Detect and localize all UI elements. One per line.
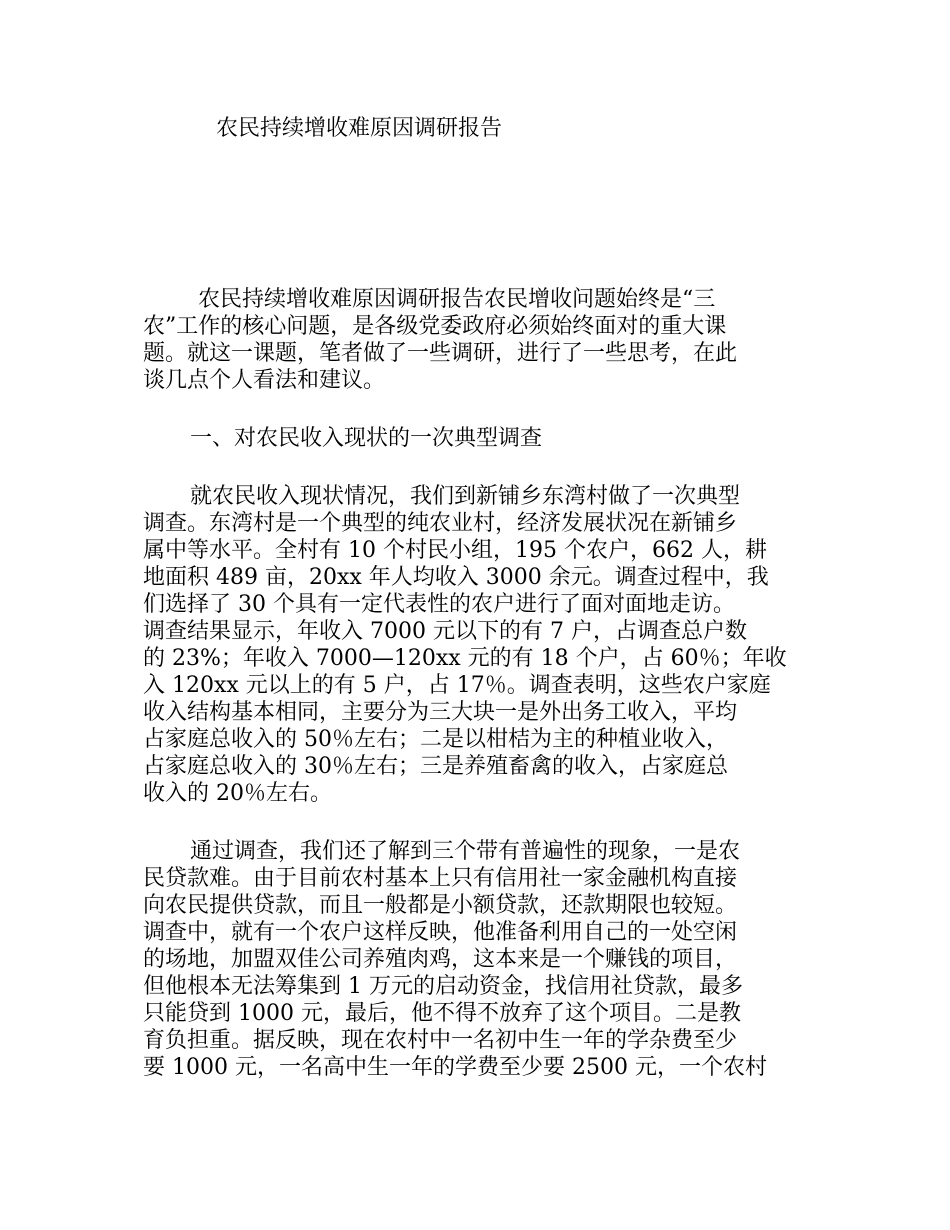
paragraph-line: 民贷款难。由于目前农村基本上只有信用社一家金融机构直接	[143, 866, 738, 891]
paragraph-line: 要 1000 元，一名高中生一年的学费至少要 2500 元，一个农村	[143, 1055, 767, 1080]
paragraph-line: 就农民收入现状情况，我们到新铺乡东湾村做了一次典型	[190, 484, 741, 509]
paragraph-line: 调查结果显示，年收入 7000 元以下的有 7 户，占调查总户数	[143, 619, 747, 644]
paragraph-line: 占家庭总收入的 50％左右；二是以柑桔为主的种植业收入，	[143, 727, 728, 752]
paragraph-line: 地面积 489 亩，20xx 年人均收入 3000 余元。调查过程中，我	[143, 565, 769, 590]
intro-line: 农”工作的核心问题，是各级党委政府必须始终面对的重大课	[143, 314, 727, 339]
paragraph-line: 调查。东湾村是一个典型的纯农业村，经济发展状况在新铺乡	[143, 511, 738, 536]
paragraph-line: 入 120xx 元以上的有 5 户，占 17％。调查表明，这些农户家庭	[143, 673, 771, 698]
paragraph-line: 育负担重。据反映，现在农村中一名初中生一年的学杂费至少	[143, 1028, 738, 1053]
paragraph-line: 调查中，就有一个农户这样反映，他准备利用自己的一处空闲	[143, 920, 738, 945]
paragraph-line: 通过调查，我们还了解到三个带有普遍性的现象，一是农	[190, 839, 741, 864]
paragraph-line: 只能贷到 1000 元，最后，他不得不放弃了这个项目。二是教	[143, 1001, 741, 1026]
paragraph-line: 收入结构基本相同，主要分为三大块一是外出务工收入，平均	[143, 700, 738, 725]
document-title: 农民持续增收难原因调研报告	[216, 116, 503, 141]
paragraph-line: 收入的 20％左右。	[143, 781, 332, 806]
paragraph-line: 属中等水平。全村有 10 个村民小组，195 个农户，662 人，耕	[143, 538, 767, 563]
paragraph-line: 们选择了 30 个具有一定代表性的农户进行了面对面地走访。	[143, 592, 735, 617]
intro-line: 谈几点个人看法和建议。	[143, 368, 386, 393]
section-heading: 一、对农民收入现状的一次典型调查	[190, 426, 543, 451]
paragraph-line: 向农民提供贷款，而且一般都是小额贷款，还款期限也较短。	[143, 893, 738, 918]
paragraph-line: 的 23%；年收入 7000—120xx 元的有 18 个户，占 60％；年收	[143, 646, 787, 671]
paragraph-line: 但他根本无法筹集到 1 万元的启动资金，找信用社贷款，最多	[143, 974, 743, 999]
paragraph-line: 的场地，加盟双佳公司养殖肉鸡，这本来是一个赚钱的项目，	[143, 947, 738, 972]
paragraph-line: 占家庭总收入的 30％左右；三是养殖畜禽的收入，占家庭总	[143, 754, 728, 779]
intro-line: 农民持续增收难原因调研报告农民增收问题始终是“三	[198, 287, 716, 312]
intro-line: 题。就这一课题，笔者做了一些调研，进行了一些思考，在此	[143, 341, 738, 366]
